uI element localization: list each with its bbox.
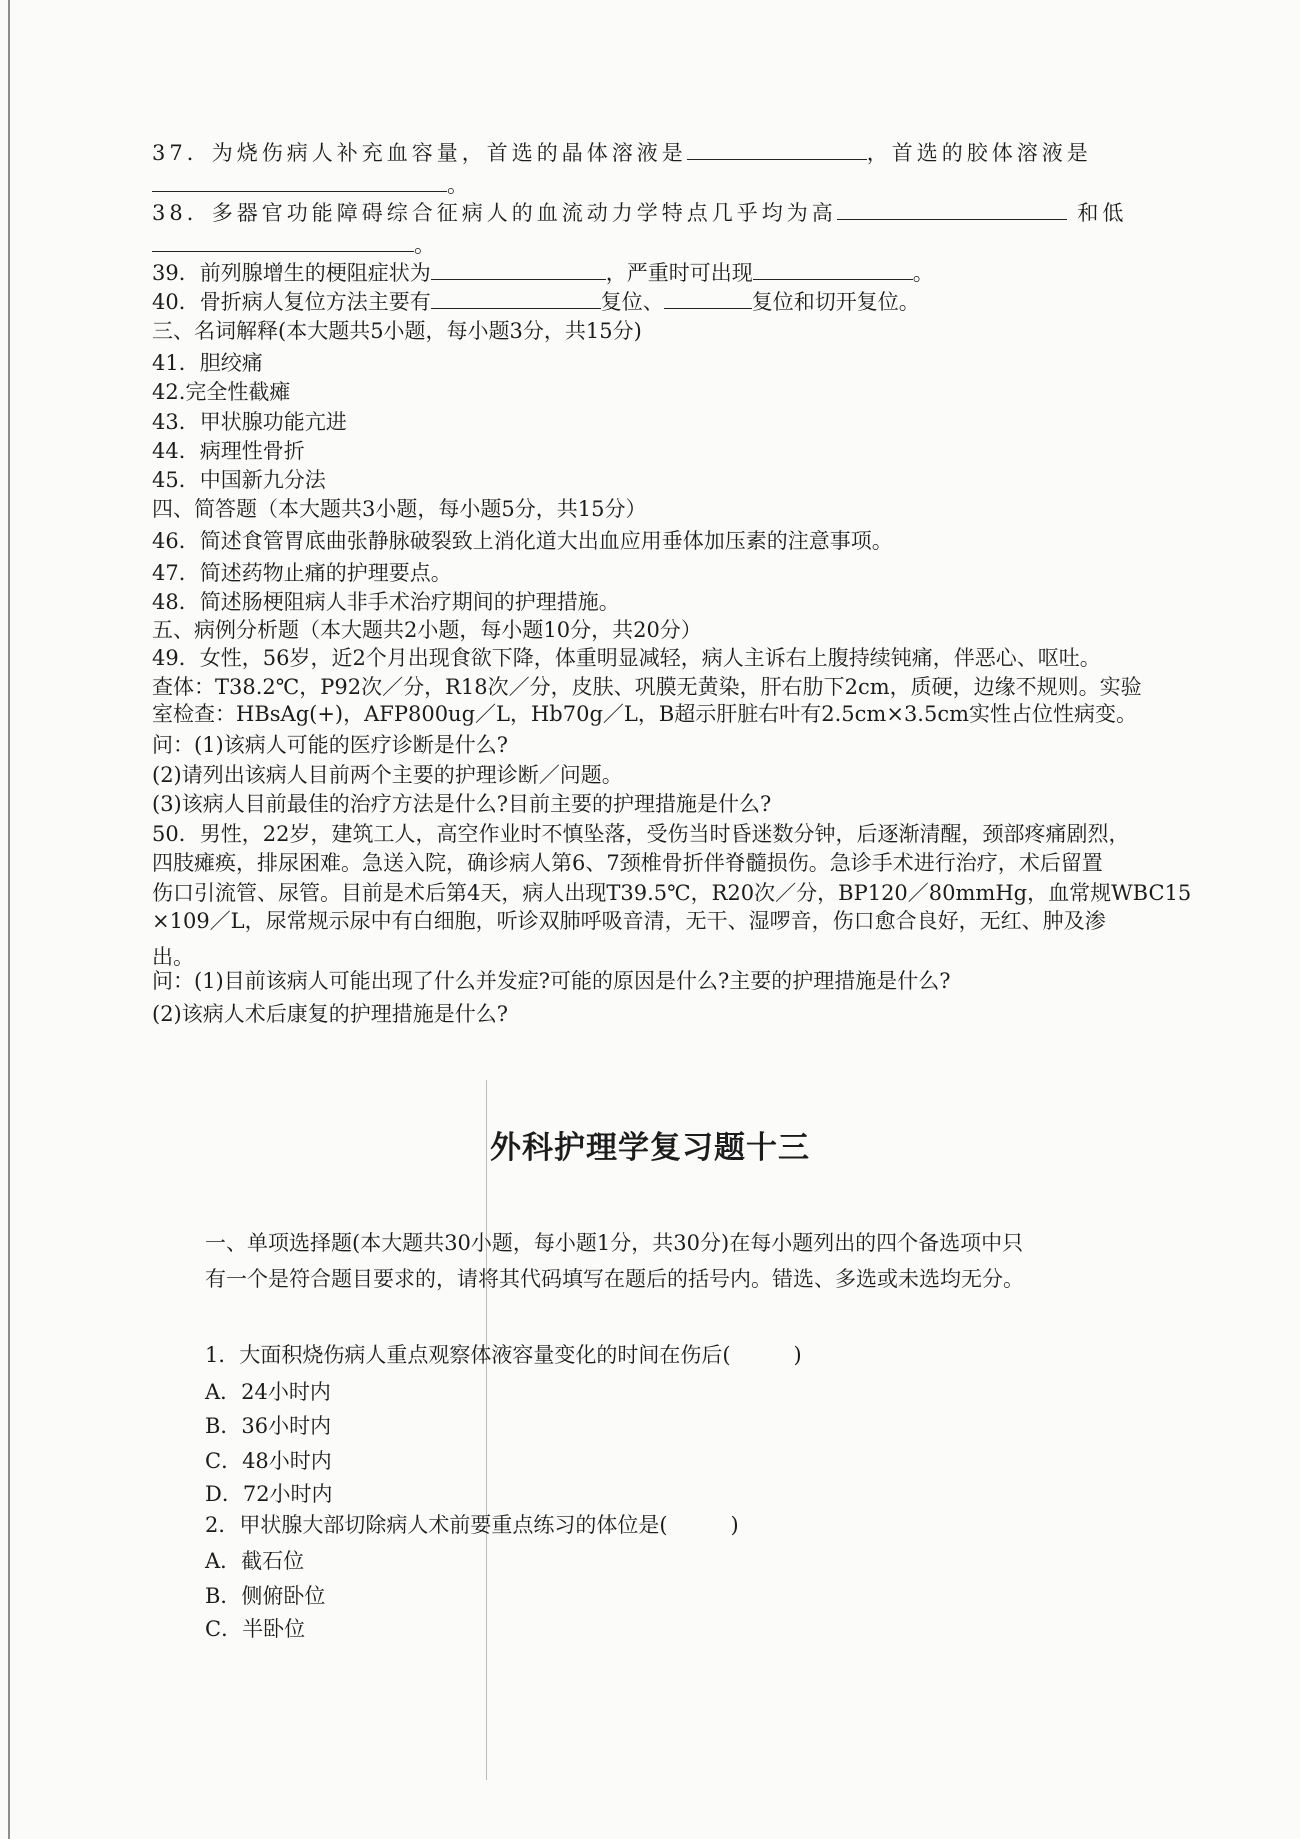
option: C．48小时内 bbox=[205, 1449, 332, 1473]
answer-blank bbox=[431, 290, 601, 309]
term-item: 41．胆绞痛 bbox=[152, 351, 263, 375]
option: A．截石位 bbox=[205, 1549, 305, 1573]
case50-line: 问：(1)目前该病人可能出现了什么并发症?可能的原因是什么?主要的护理措施是什么? bbox=[152, 969, 951, 993]
answer-blank bbox=[687, 141, 867, 160]
answer-blank bbox=[152, 233, 414, 252]
option: A．24小时内 bbox=[205, 1380, 331, 1404]
part5-heading: 五、病例分析题（本大题共2小题，每小题10分，共20分） bbox=[152, 618, 702, 642]
part3-heading: 三、名词解释(本大题共5小题，每小题3分，共15分) bbox=[152, 319, 642, 343]
question-38: 38．多器官功能障碍综合征病人的血流动力学特点几乎均为高 和低 bbox=[152, 201, 1128, 225]
option: D．72小时内 bbox=[205, 1482, 333, 1506]
short-answer-item: 46．简述食管胃底曲张静脉破裂致上消化道大出血应用垂体加压素的注意事项。 bbox=[152, 529, 893, 553]
short-answer-item: 48．简述肠梗阻病人非手术治疗期间的护理措施。 bbox=[152, 590, 620, 614]
question-37-cont: 。 bbox=[152, 172, 468, 198]
short-answer-item: 47．简述药物止痛的护理要点。 bbox=[152, 561, 452, 585]
question-37: 37．为烧伤病人补充血容量，首选的晶体溶液是 ，首选的胶体溶液是 bbox=[152, 141, 1092, 165]
case50-line: 四肢瘫痪，排尿困难。急送入院，确诊病人第6、7颈椎骨折伴脊髓损伤。急诊手术进行治疗，术后留置 bbox=[152, 851, 1103, 875]
question-stem: 2．甲状腺大部切除病人术前要重点练习的体位是( ) bbox=[205, 1513, 739, 1537]
document-title: 外科护理学复习题十三 bbox=[490, 1130, 810, 1166]
answer-blank bbox=[664, 290, 752, 309]
question-stem: 1．大面积烧伤病人重点观察体液容量变化的时间在伤后( ) bbox=[205, 1343, 802, 1367]
scan-edge bbox=[8, 0, 10, 1839]
option: C．半卧位 bbox=[205, 1617, 306, 1641]
answer-blank bbox=[152, 173, 447, 192]
case49-line: (3)该病人目前最佳的治疗方法是什么?目前主要的护理措施是什么? bbox=[152, 792, 772, 816]
case49-line: 问：(1)该病人可能的医疗诊断是什么? bbox=[152, 733, 509, 757]
answer-blank bbox=[753, 261, 913, 280]
answer-blank bbox=[837, 201, 1067, 220]
term-item: 45．中国新九分法 bbox=[152, 468, 326, 492]
case50-line: ×109／L，尿常规示尿中有白细胞，听诊双肺呼吸音清，无干、湿啰音，伤口愈合良好，无红、肿及渗 bbox=[152, 909, 1106, 933]
term-item: 43．甲状腺功能亢进 bbox=[152, 410, 347, 434]
question-38-cont: 。 bbox=[152, 232, 435, 258]
case50-line: 50．男性，22岁，建筑工人，高空作业时不慎坠落，受伤当时昏迷数分钟，后逐渐清醒，颈部疼痛剧烈， bbox=[152, 822, 1130, 846]
section-intro: 有一个是符合题目要求的，请将其代码填写在题后的括号内。错选、多选或未选均无分。 bbox=[205, 1267, 1024, 1291]
question-39: 39．前列腺增生的梗阻症状为 ，严重时可出现 。 bbox=[152, 261, 934, 285]
case49-line: 查体：T38.2℃，P92次／分，R18次／分，皮肤、巩膜无黄染，肝右肋下2cm，质硬，边缘不规则。实验 bbox=[152, 675, 1142, 699]
case49-line: (2)请列出该病人目前两个主要的护理诊断／问题。 bbox=[152, 763, 623, 787]
fold-line bbox=[486, 1080, 487, 1780]
case50-line: (2)该病人术后康复的护理措施是什么? bbox=[152, 1002, 509, 1026]
answer-blank bbox=[431, 261, 606, 280]
case49-line: 室检查：HBsAg(+)，AFP800ug／L，Hb70g／L，B超示肝脏右叶有2.5cm×3.5cm实性占位性病变。 bbox=[152, 702, 1138, 726]
option: B．侧俯卧位 bbox=[205, 1584, 326, 1608]
term-item: 44．病理性骨折 bbox=[152, 439, 305, 463]
case49-line: 49．女性，56岁，近2个月出现食欲下降，体重明显减轻，病人主诉右上腹持续钝痛，伴恶心、呕吐。 bbox=[152, 646, 1101, 670]
question-40: 40．骨折病人复位方法主要有 复位、 复位和切开复位。 bbox=[152, 290, 920, 314]
section-intro: 一、单项选择题(本大题共30小题，每小题1分，共30分)在每小题列出的四个备选项中只 bbox=[205, 1231, 1024, 1255]
part4-heading: 四、简答题（本大题共3小题，每小题5分，共15分） bbox=[152, 497, 647, 521]
case50-line: 出。 bbox=[152, 945, 194, 969]
term-item: 42.完全性截瘫 bbox=[152, 380, 291, 404]
option: B．36小时内 bbox=[205, 1414, 332, 1438]
case50-line: 伤口引流管、尿管。目前是术后第4天，病人出现T39.5℃，R20次／分，BP120／80mmHg，血常规WBC15 bbox=[152, 881, 1192, 905]
